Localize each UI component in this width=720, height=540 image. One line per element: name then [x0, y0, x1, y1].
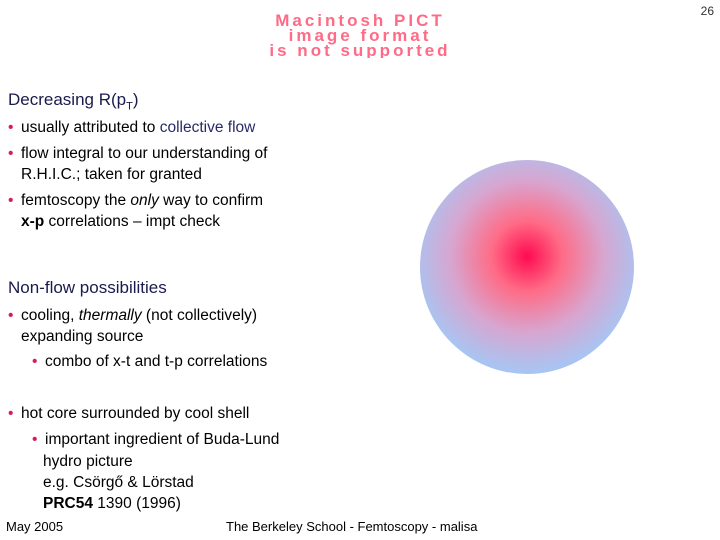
pict-placeholder-image	[140, 10, 580, 58]
pict-line-3: is not supported	[269, 41, 451, 58]
footer-date: May 2005	[6, 519, 64, 534]
bullet-icon: •	[8, 307, 14, 324]
section1-bullet-3-cont: x-p correlations – impt check	[21, 213, 220, 230]
section2-sub-bullet-2-cont-2: e.g. Csörgő & Lörstad	[43, 474, 194, 491]
section1-bullet-2-cont: R.H.I.C.; taken for granted	[21, 166, 202, 183]
pict-line-1: Macintosh PICT	[275, 11, 445, 30]
section2-bullet-1-cont: expanding source	[21, 328, 144, 345]
bullet-icon: •	[8, 405, 14, 422]
hot-core-cool-shell-illustration	[420, 160, 634, 374]
section2-sub-bullet-2-cont-1: hydro picture	[43, 453, 133, 470]
section2-sub-bullet-1: • combo of x-t and t-p correlations	[32, 353, 268, 370]
section2-heading: Non-flow possibilities	[8, 278, 167, 297]
pict-line-2: image format	[288, 26, 432, 45]
footer-title: The Berkeley School - Femtoscopy - malisa	[226, 519, 478, 534]
section2-bullet-1: • cooling, thermally (not collectively)	[8, 307, 258, 324]
bullet-icon: •	[8, 192, 14, 209]
bullet-icon: •	[32, 353, 38, 370]
bullet-icon: •	[8, 145, 14, 162]
section2-sub-bullet-2-cont-3: PRC54 1390 (1996)	[43, 495, 181, 512]
section1-bullet-2: • flow integral to our understanding of	[8, 145, 268, 162]
section2-sub-bullet-2: • important ingredient of Buda-Lund	[32, 431, 280, 448]
bullet-icon: •	[32, 431, 38, 448]
page-number: 26	[700, 4, 714, 18]
section1-bullet-3: • femtoscopy the only way to confirm	[8, 192, 264, 209]
section1-bullet-1: • usually attributed to collective flow	[8, 119, 256, 136]
bullet-icon: •	[8, 119, 14, 136]
section1-heading: Decreasing $R(p_T)$	[8, 90, 139, 113]
section2-bullet-2: • hot core surrounded by cool shell	[8, 405, 250, 422]
